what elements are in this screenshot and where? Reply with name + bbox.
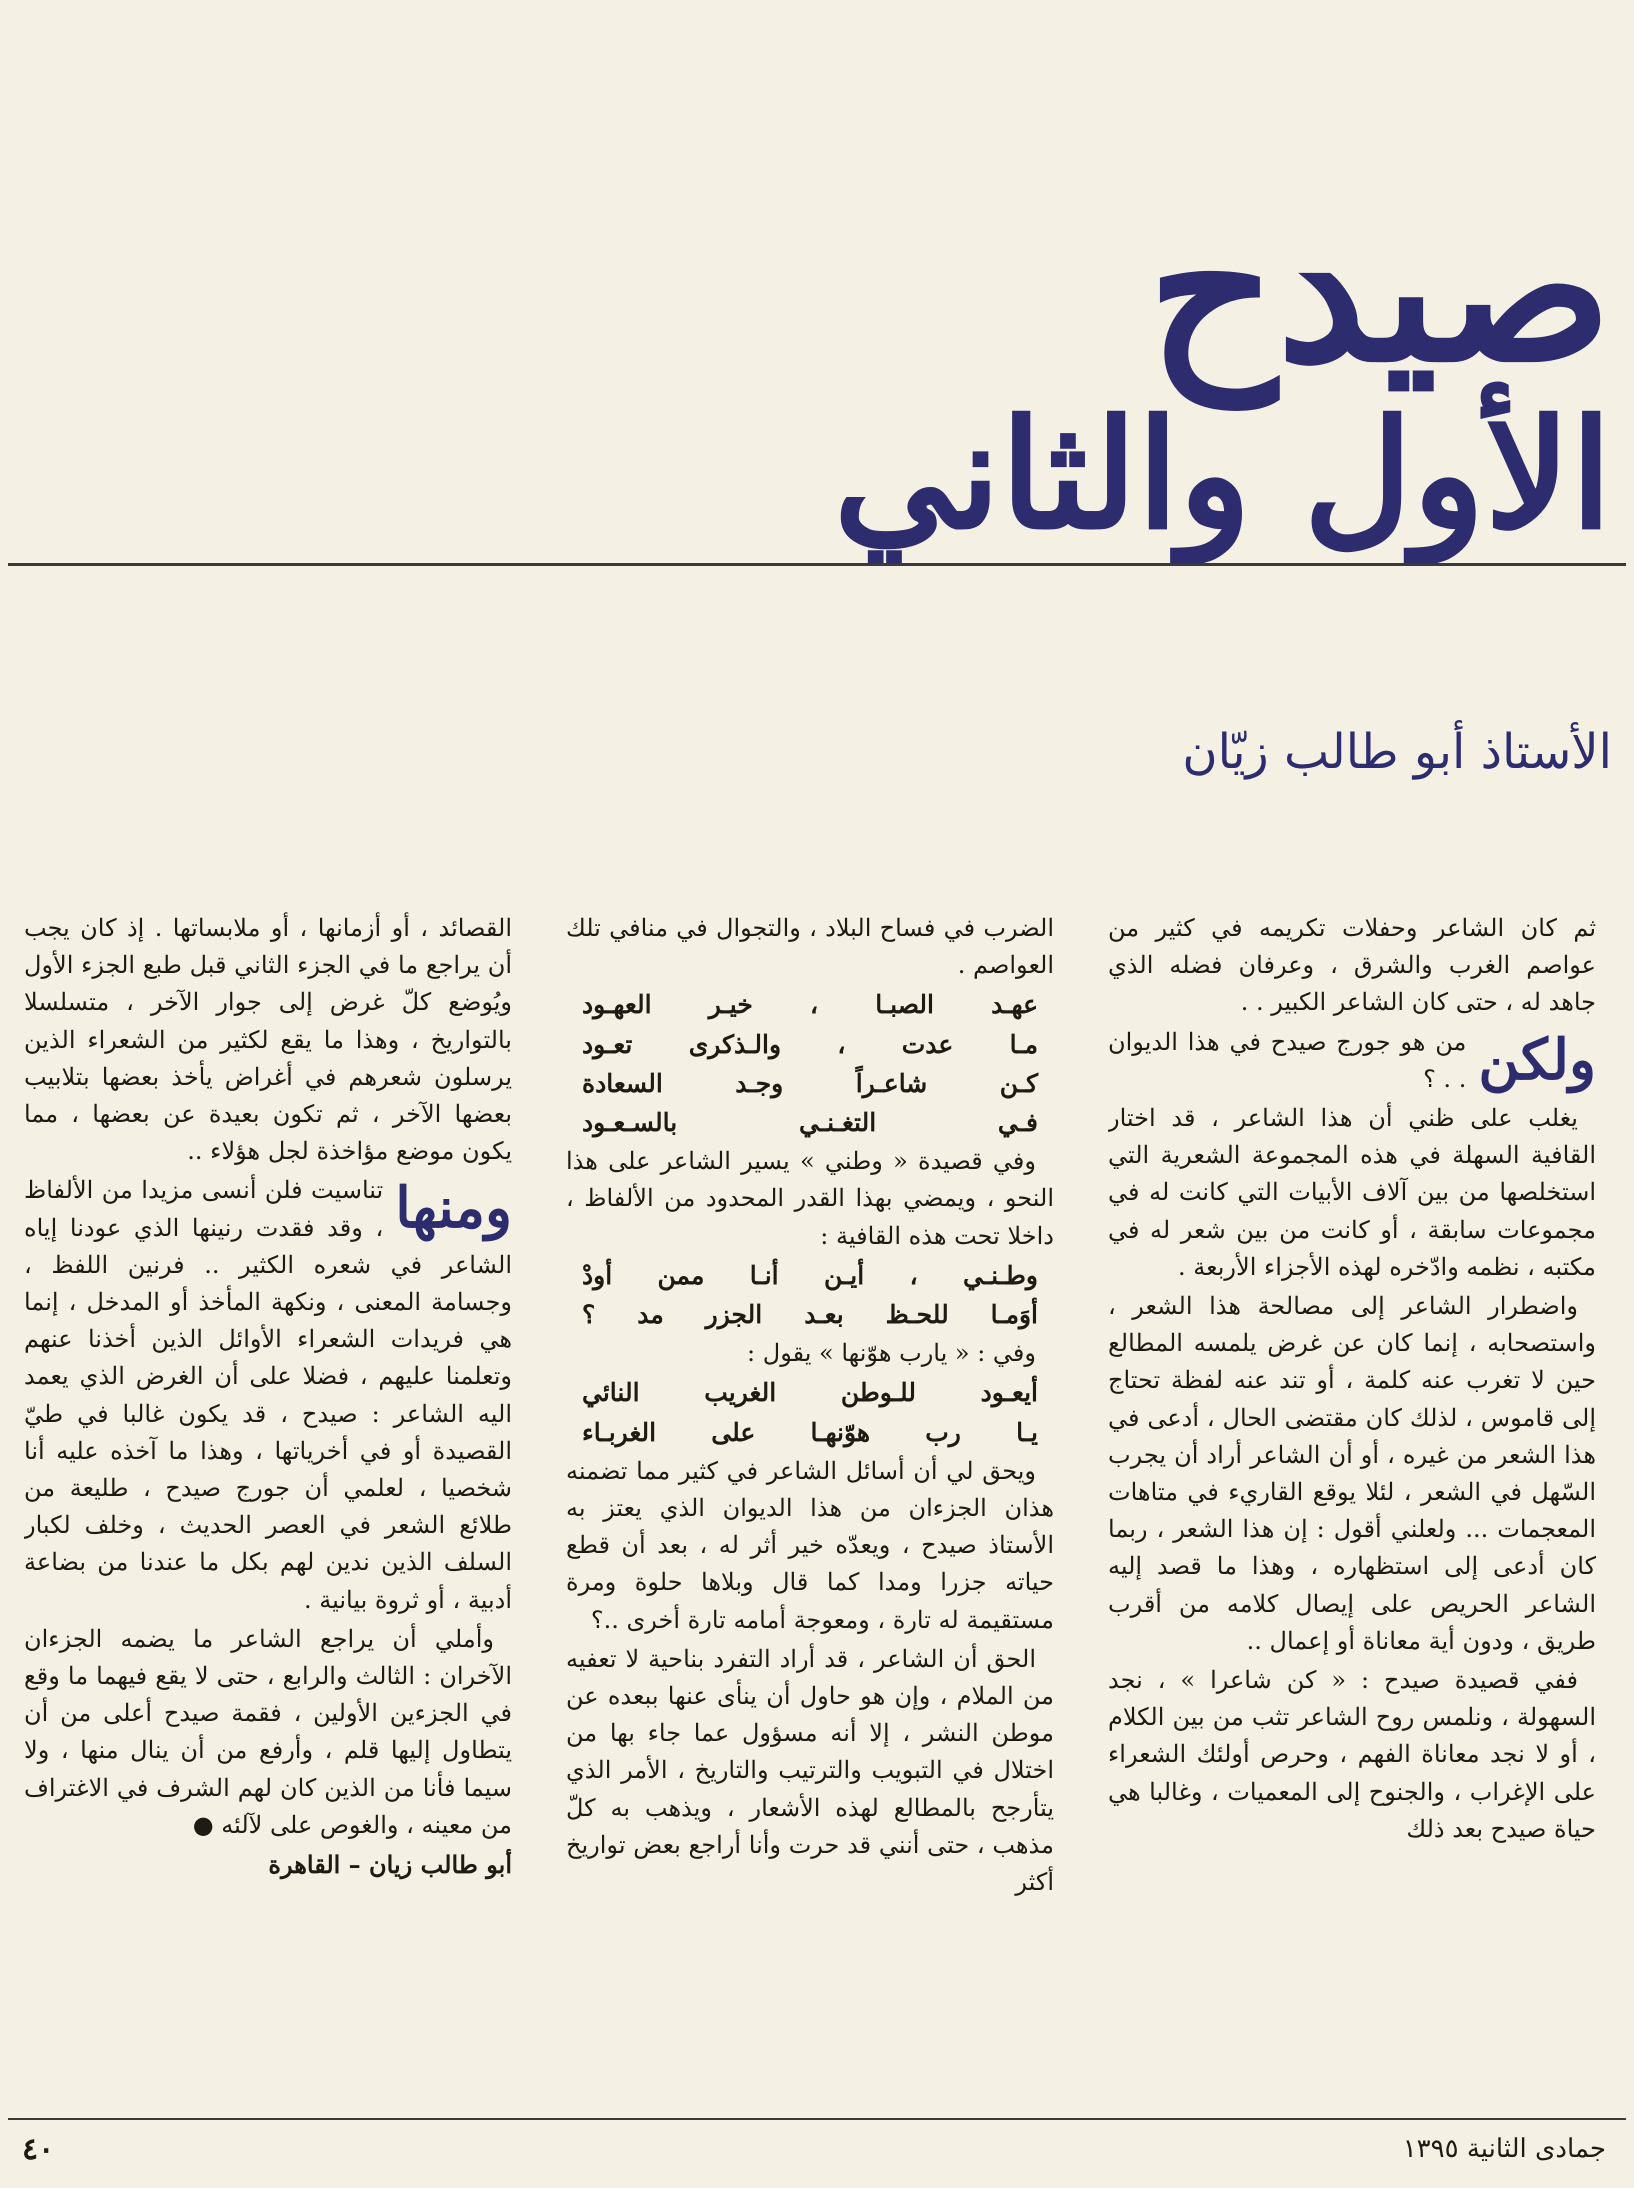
paragraph: وفي : « يارب هوّنها » يقول : <box>747 1339 1036 1368</box>
verse-line: يـا رب هوّنهـا على الغربـاء <box>582 1417 1038 1447</box>
paragraph-with-dropword <box>1108 1024 1596 1098</box>
paragraph: وفي قصيدة « وطني » يسير الشاعر على هذا النحو ، ويمضي بهذا القدر المحدود من الألفاظ ، داخلا تحت هذه القافية : <box>566 1147 1054 1250</box>
verse-line: كـن شاعـراً وجـد السعادة <box>582 1068 1038 1098</box>
footer-divider <box>8 2118 1626 2120</box>
verse-line: عهـد الصبـا ، خيـر العهـود <box>582 990 1038 1020</box>
drop-word: ومنها <box>395 1175 512 1242</box>
drop-word: ولكن <box>1478 1026 1596 1093</box>
column-middle <box>566 910 1054 2060</box>
paragraph: الضرب في فساح البلاد ، والتجوال في منافي تلك العواصم . <box>566 914 1054 980</box>
paragraph: ثم كان الشاعر وحفلات تكريمه في كثير من عواصم الغرب والشرق ، وعرفان فضله الذي جاهد له ، حتى كان الشاعر الكبير . . <box>1108 914 1596 1017</box>
verse-line: أيعـود للـوطن الغريب النائي <box>582 1378 1038 1408</box>
column-left <box>24 910 512 2060</box>
paragraph: واضطرار الشاعر إلى مصالحة هذا الشعر ، واستصحابه ، إنما كان عن غرض يلمسه المطالع حين لا تغرب عنه كلمة ، أو تند عنه لفظة تحتاج إلى قاموس ، لذلك كان مقتضى الحال ، أدعى في هذا الشعر من غيره ، أو أن الشاعر أراد أن يجرب السّهل في الشعر ، لئلا يوقع القاريء في متاهات المعجمات ... ولعلني أقول : إن هذا الشعر ، ربما كان أدعى إلى استظهاره ، وهذا ما قصد إليه الشاعر الحريص على إيصال كلامه من أقرب طريق ، ودون أية معاناة أو إعمال .. <box>1108 1292 1596 1655</box>
article-title: صيدح <box>1147 172 1612 407</box>
paragraph-text: تناسيت فلن أنسى مزيدا من الألفاظ ، وقد فقدت رنينها الذي عودنا إياه الشاعر في شعره الكثير .. فرنين اللفظ ، وجسامة المعنى ، ونكهة المأخذ أو المدخل ، إنما هي فريدات الشعراء الأوائل الذين أخذنا عنهم وتعلمنا عليهم ، فضلا على أن الغرض الذي يعمد اليه الشاعر : صيدح ، قد يكون غالبا في طيّ القصيدة أو في أخرياتها ، وهذا ما آخذه عليه أنا شخصيا ، لعلمي أن جورج صيدح ، طليعة من طلائع الشعر في العصر الحديث ، وخلف لكبار السلف الذين ندين لهم بكل ما عندنا من بضاعة أدبية ، أو ثروة بيانية . <box>24 1176 512 1614</box>
page-number: ٤٠ <box>22 2132 55 2167</box>
paragraph: ويحق لي أن أسائل الشاعر في كثير مما تضمنه هذان الجزءان من هذا الديوان الذي يعتز به الأستاذ صيدح ، ويعدّه خير أثر له ، بعد أن قطع حياته جزرا ومدا كما قال وبلاها حلوة ومرة مستقيمة له تارة ، ومعوجة أمامه تارة أخرى ..؟ <box>566 1456 1054 1634</box>
paragraph: وأملي أن يراجع الشاعر ما يضمه الجزءان الآخران : الثالث والرابع ، حتى لا يقع فيهما ما وقع في الجزءين الأولين ، فقمة صيدح أعلى من أن يتطاول إليها قلم ، وأرفع من أن ينال منها ، ولا سيما فأنا من الذين كان لهم الشرف في الاغتراف من معينه ، والغوص على لآلئه ● <box>24 1624 512 1839</box>
verse-line: فـي التغـنـي بالسـعـود <box>582 1108 1038 1138</box>
signature: أبو طالب زيان – القاهرة <box>268 1850 512 1880</box>
header-divider <box>8 563 1626 566</box>
paragraph: يغلب على ظني أن هذا الشاعر ، قد اختار القافية السهلة في هذه المجموعة الشعرية التي استخلصها من بين آلاف الأبيات التي كانت له في مجموعات سابقة ، أو كانت من بين شعر له في مكتبه ، نظمه وادّخره لهذه الأجزاء الأربعة . <box>1108 1104 1596 1281</box>
paragraph-with-dropword <box>24 1172 512 1618</box>
verse-line: مـا عدت ، والـذكرى تعـود <box>582 1029 1038 1059</box>
verse-line: وطـنـي ، أيـن أنـا ممن أودْ <box>582 1260 1038 1290</box>
author-byline: الأستاذ أبو طالب زيّان <box>1182 724 1612 780</box>
paragraph: القصائد ، أو أزمانها ، أو ملابساتها . إذ كان يجب أن يراجع ما في الجزء الثاني قبل طبع الجزء الأول ويُوضع كلّ غرض إلى جوار الآخر ، متسلسلا بالتواريخ ، وهذا ما يقع لكثير من الشعراء الذين يرسلون شعرهم في أغراض يأخذ بعضها بتلابيب بعضها الآخر ، ثم تكون بعيدة عن بعضها ، مما يكون موضع مؤاخذة لجل هؤلاء .. <box>24 914 512 1166</box>
paragraph-text: من هو جورج صيدح في هذا الديوان . . ؟ <box>1108 1027 1467 1093</box>
column-right <box>1108 910 1596 2060</box>
paragraph: الحق أن الشاعر ، قد أراد التفرد بناحية لا تعفيه من الملام ، وإن هو حاول أن ينأى عنها ببعده عن موطن النشر ، إلا أنه مسؤول عما جاء بها من اختلال في التبويب والترتيب والتاريخ ، الأمر الذي يتأرجح بالمطالع لهذه الأشعار ، ويذهب به كلّ مذهب ، حتى أنني قد حرت وأنا أراجع بعض تواريخ أكثر <box>566 1644 1054 1897</box>
paragraph: ففي قصيدة صيدح : « كن شاعرا » ، نجد السهولة ، ونلمس روح الشاعر تثب من بين الكلام ، أو لا نجد معاناة الفهم ، وحرص أولئك الشعراء على الإغراب ، والجنوح إلى المعميات ، وغالبا هي حياة صيدح بعد ذلك <box>1108 1666 1596 1843</box>
verse-line: أوَمـا للحـظ بعـد الجزر مد ؟ <box>582 1300 1038 1330</box>
article-subtitle: الأول والثاني <box>833 387 1612 563</box>
issue-date: جمادى الثانية ١٣٩٥ <box>1402 2134 1606 2164</box>
